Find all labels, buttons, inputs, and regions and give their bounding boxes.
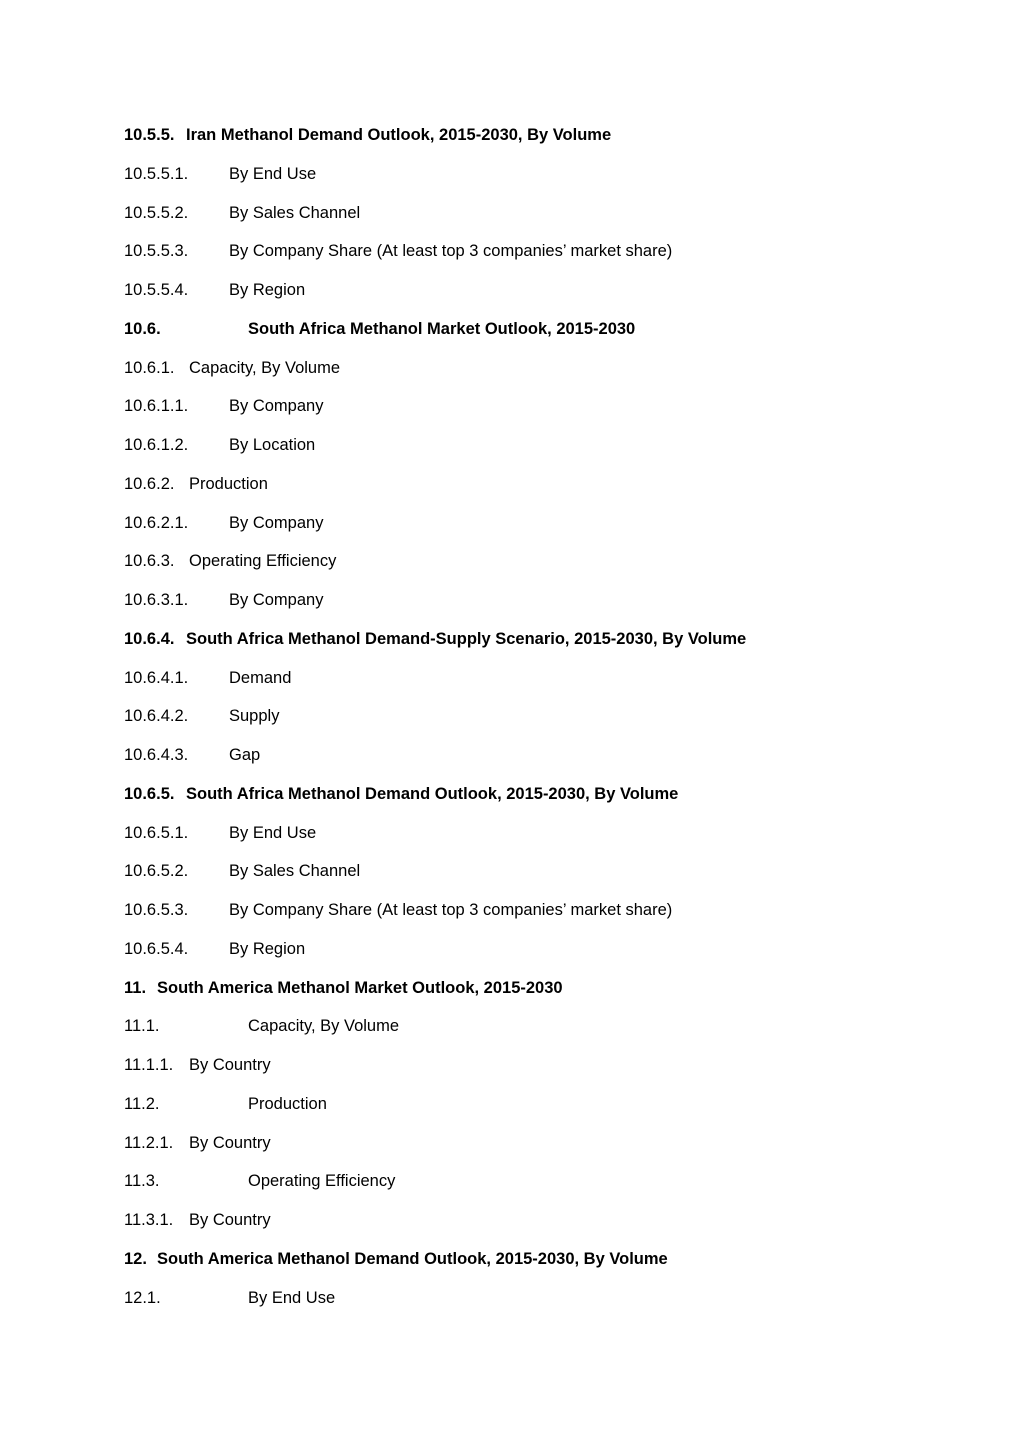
toc-entry-number: 10.6.5.3. bbox=[124, 901, 189, 919]
toc-entry-number: 10.5.5.3. bbox=[124, 242, 189, 261]
toc-entry-number: 10.6.4.3. bbox=[124, 746, 189, 764]
toc-entry-title: By Country bbox=[189, 1133, 271, 1152]
toc-entry-title: By Company Share (At least top 3 companies’ market share) bbox=[229, 242, 673, 261]
toc-entry-number: 10.6.5. bbox=[124, 784, 175, 803]
toc-entry bbox=[124, 744, 984, 783]
toc-entry-number: 10.6.1. bbox=[124, 358, 175, 377]
toc-entry bbox=[124, 163, 984, 202]
toc-entry bbox=[124, 1132, 984, 1171]
toc-entry-number: 10.6.5.2. bbox=[124, 862, 189, 881]
toc-entry-number: 11.2.1. bbox=[124, 1133, 174, 1152]
toc-entry-title: By Company Share (At least top 3 companies’ market share) bbox=[229, 901, 673, 919]
toc-entry bbox=[124, 512, 984, 551]
toc-entry-title: By Company bbox=[229, 591, 324, 609]
toc-entry-number: 10.6.2.1. bbox=[124, 513, 189, 532]
toc-entry-number: 11.3.1. bbox=[124, 1211, 174, 1229]
toc-entry-number: 10.6.4.1. bbox=[124, 668, 189, 687]
toc-entry-number: 10.6.1.1. bbox=[124, 397, 189, 416]
toc-entry-number: 10.6.5.1. bbox=[124, 823, 189, 842]
toc-entry-title: Operating Efficiency bbox=[189, 552, 337, 571]
toc-entry-number: 11.2. bbox=[124, 1094, 160, 1113]
toc-entry-number: 11.1.1. bbox=[124, 1056, 174, 1074]
toc-entry-number: 10.6.5.4. bbox=[124, 939, 189, 958]
toc-entry-number: 12. bbox=[124, 1249, 147, 1268]
toc-entry-number: 10.5.5. bbox=[124, 126, 175, 144]
toc-entry-title: By End Use bbox=[229, 823, 317, 842]
toc-entry-number: 11. bbox=[124, 978, 147, 997]
toc-entry bbox=[124, 977, 984, 1016]
toc-entry bbox=[124, 434, 984, 473]
toc-entry bbox=[124, 589, 984, 628]
toc-entry bbox=[124, 1015, 984, 1054]
toc-entry bbox=[124, 1209, 984, 1248]
toc-entry bbox=[124, 705, 984, 744]
toc-entry-number: 11.1. bbox=[124, 1017, 160, 1036]
toc-entry bbox=[124, 124, 984, 163]
toc-entry-number: 10.5.5.2. bbox=[124, 203, 189, 222]
toc-entry-title: Capacity, By Volume bbox=[189, 358, 341, 377]
toc-entry bbox=[124, 1287, 984, 1326]
toc-entry-title: By Sales Channel bbox=[229, 203, 361, 222]
toc-entry-number: 10.6. bbox=[124, 319, 161, 338]
toc-entry bbox=[124, 1248, 984, 1287]
toc-entry-title: Operating Efficiency bbox=[248, 1172, 396, 1191]
toc-entry-title: South America Methanol Demand Outlook, 2015-2030, By Volume bbox=[157, 1249, 668, 1268]
toc-entry-title: By Company bbox=[229, 397, 324, 416]
toc-entry bbox=[124, 550, 984, 589]
toc-entry-title: Gap bbox=[229, 746, 261, 764]
toc-entry bbox=[124, 822, 984, 861]
toc-entry-title: By End Use bbox=[229, 164, 317, 183]
toc-entry-number: 10.6.4. bbox=[124, 629, 175, 648]
toc-entry bbox=[124, 899, 984, 938]
toc-entry-number: 12.1. bbox=[124, 1288, 161, 1307]
toc-entry bbox=[124, 628, 984, 667]
toc-entry-title: Supply bbox=[229, 707, 280, 726]
toc-entry bbox=[124, 357, 984, 396]
toc-entry-title: By Company bbox=[229, 513, 324, 532]
toc-entry-number: 10.6.4.2. bbox=[124, 707, 189, 726]
toc-entry-number: 10.6.3.1. bbox=[124, 591, 189, 609]
toc-entry-title: Iran Methanol Demand Outlook, 2015-2030, By Volume bbox=[186, 126, 612, 144]
toc-entry bbox=[124, 318, 984, 357]
table-of-contents bbox=[124, 124, 984, 1325]
toc-entry-title: By Sales Channel bbox=[229, 862, 361, 881]
toc-entry bbox=[124, 1170, 984, 1209]
toc-entry bbox=[124, 202, 984, 241]
toc-entry-title: South Africa Methanol Demand-Supply Scenario, 2015-2030, By Volume bbox=[186, 629, 747, 648]
toc-entry-title: Demand bbox=[229, 668, 292, 687]
toc-entry-number: 10.6.1.2. bbox=[124, 436, 189, 454]
toc-entry bbox=[124, 860, 984, 899]
toc-entry-number: 10.5.5.4. bbox=[124, 281, 189, 299]
toc-entry bbox=[124, 1093, 984, 1132]
toc-entry-title: Capacity, By Volume bbox=[248, 1017, 400, 1036]
toc-entry-title: South Africa Methanol Market Outlook, 2015-2030 bbox=[248, 319, 636, 338]
toc-entry-title: By End Use bbox=[248, 1288, 336, 1307]
toc-entry bbox=[124, 473, 984, 512]
toc-entry-number: 11.3. bbox=[124, 1172, 160, 1191]
toc-entry bbox=[124, 667, 984, 706]
toc-entry-number: 10.6.2. bbox=[124, 474, 175, 493]
toc-entry-title: By Region bbox=[229, 281, 306, 299]
toc-entry-title: South America Methanol Market Outlook, 2015-2030 bbox=[157, 978, 563, 997]
toc-entry-title: By Country bbox=[189, 1056, 271, 1074]
toc-entry bbox=[124, 938, 984, 977]
toc-entry-title: By Country bbox=[189, 1211, 271, 1229]
toc-entry bbox=[124, 395, 984, 434]
toc-entry-number: 10.5.5.1. bbox=[124, 164, 189, 183]
toc-entry-title: Production bbox=[189, 474, 268, 493]
toc-entry-title: South Africa Methanol Demand Outlook, 2015-2030, By Volume bbox=[186, 784, 679, 803]
toc-entry-title: By Region bbox=[229, 939, 306, 958]
toc-entry-title: By Location bbox=[229, 436, 316, 454]
toc-entry bbox=[124, 783, 984, 822]
toc-entry bbox=[124, 279, 984, 318]
toc-entry-number: 10.6.3. bbox=[124, 552, 175, 571]
toc-entry-title: Production bbox=[248, 1094, 327, 1113]
toc-entry bbox=[124, 1054, 984, 1093]
toc-entry bbox=[124, 240, 984, 279]
